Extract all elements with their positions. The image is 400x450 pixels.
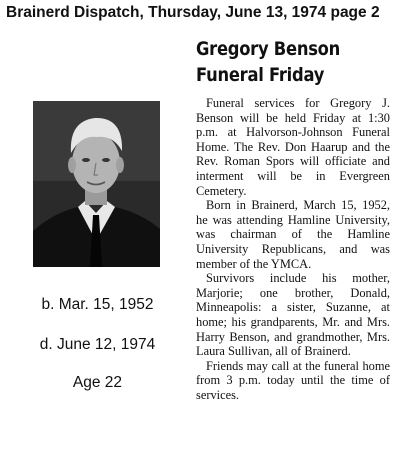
article-paragraph: Survivors include his mother, Marjorie; one brother, Donald, Minneapolis: a sister, Suzanne, at home; his grandparents, Mr. and Mrs. Harry Benson, and grandmother, Mrs. Laura Sullivan, all of Brainerd. [196,271,390,359]
portrait-image [33,101,160,267]
headline-line-2: Funeral Friday [196,64,325,86]
portrait-photo [33,101,160,267]
article-body [196,96,390,402]
article-paragraph: Born in Brainerd, March 15, 1952, he was attending Hamline University, was chairman of the Hamline University Republicans, and was member of the YMCA. [196,198,390,271]
headline-line-1: Gregory Benson [196,38,341,60]
article-headline [196,36,368,88]
newspaper-dateline: Brainerd Dispatch, Thursday, June 13, 1974 page 2 [6,4,380,21]
death-date: d. June 12, 1974 [39,336,156,353]
article-paragraph: Friends may call at the funeral home from 3 p.m. today until the time of services. [196,358,390,402]
article-paragraph: Funeral services for Gregory J. Benson will be held Friday at 1:30 p.m. at Halvorson-Johnson Funeral Home. The Rev. Don Haarup and the Rev. Roman Spors will officiate and interment will be in Evergreen Cemetery. [196,96,390,198]
birth-date: b. Mar. 15, 1952 [41,296,154,313]
age: Age 22 [72,374,123,391]
